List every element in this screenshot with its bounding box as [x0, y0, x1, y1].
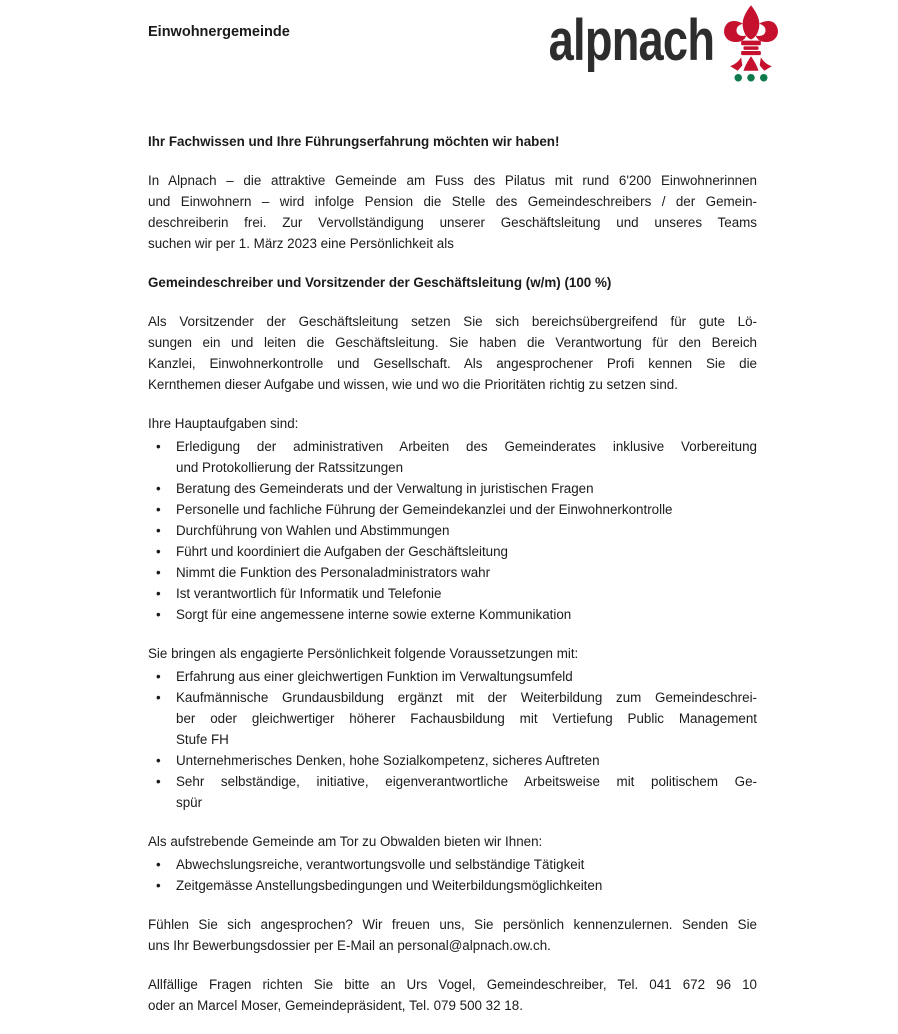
text-line: sungen ein und leiten die Geschäftsleitung. Sie haben die Verantwortung für den Bereich [148, 335, 757, 350]
logo-wordmark: alpnach [548, 8, 714, 73]
task-item [148, 436, 757, 478]
text-line: • Sehr selbständige, initiative, eigenverantwortliche Arbeitsweise mit politischem Ge- [176, 774, 757, 789]
task-item [148, 520, 757, 541]
role-paragraph [148, 311, 757, 395]
text-line: ber oder gleichwertiger höherer Fachausbildung mit Vertiefung Public Management [176, 711, 757, 726]
task-item-text [176, 478, 757, 499]
requirement-item [148, 687, 757, 750]
text-line: und Protokollierung der Ratssitzungen [176, 460, 404, 475]
task-item [148, 478, 757, 499]
text-line: • Erledigung der administrativen Arbeiten des Gemeinderates inklusive Vorbereitung [176, 439, 757, 454]
tasks-list [148, 436, 757, 625]
document-body [148, 131, 757, 1034]
text-line: In Alpnach – die attraktive Gemeinde am Fuss des Pilatus mit rund 6'200 Einwohnerinnen [148, 173, 757, 188]
task-item-text [176, 541, 757, 562]
task-item-text [176, 562, 757, 583]
text-line: Kanzlei, Einwohnerkontrolle und Gesellschaft. Als angesprochener Profi kennen Sie die [148, 356, 757, 371]
offer-item-text [176, 854, 757, 875]
job-title: Gemeindeschreiber und Vorsitzender der Geschäftsleitung (w/m) (100 %) [148, 275, 612, 290]
task-item [148, 583, 757, 604]
text-line: • Abwechslungsreiche, verantwortungsvolle und selbständige Tätigkeit [176, 857, 585, 872]
closing-paragraph [148, 914, 757, 956]
task-item [148, 562, 757, 583]
text-line: suchen wir per 1. März 2023 eine Persönlichkeit als [148, 236, 454, 251]
text-line: • Beratung des Gemeinderats und der Verwaltung in juristischen Fragen [176, 481, 594, 496]
text-line: Kernthemen dieser Aufgabe und wissen, wie und wo die Prioritäten richtig zu setzen sind. [148, 377, 678, 392]
task-item-text [176, 604, 757, 625]
offer-item [148, 875, 757, 896]
org-name: Einwohnergemeinde [148, 24, 290, 40]
offers-section [148, 831, 757, 896]
task-item-text [176, 583, 757, 604]
text-line: uns Ihr Bewerbungsdossier per E-Mail an personal@alpnach.ow.ch. [148, 938, 551, 953]
requirements-intro: Sie bringen als engagierte Persönlichkeit folgende Voraussetzungen mit: [148, 646, 579, 661]
text-line: • Durchführung von Wahlen und Abstimmungen [176, 523, 450, 538]
text-line: • Erfahrung aus einer gleichwertigen Funktion im Verwaltungsumfeld [176, 669, 573, 684]
intro-heading: Ihr Fachwissen und Ihre Führungserfahrung möchten wir haben! [148, 134, 560, 149]
requirement-item-text [176, 750, 757, 771]
text-line: deschreiberin frei. Zur Vervollständigung unserer Geschäftsleitung und unseres Teams [148, 215, 757, 230]
text-line: Allfällige Fragen richten Sie bitte an Urs Vogel, Gemeindeschreiber, Tel. 041 672 96 10 [148, 977, 757, 992]
intro-paragraph [148, 170, 757, 254]
offers-intro: Als aufstrebende Gemeinde am Tor zu Obwalden bieten wir Ihnen: [148, 834, 543, 849]
offers-list [148, 854, 757, 896]
text-line: Fühlen Sie sich angesprochen? Wir freuen uns, Sie persönlich kennenzulernen. Senden Sie [148, 917, 757, 932]
text-line: • Sorgt für eine angemessene interne sowie externe Kommunikation [176, 607, 572, 622]
offer-item [148, 854, 757, 875]
text-line: spür [176, 795, 203, 810]
requirement-item [148, 750, 757, 771]
text-line: • Ist verantwortlich für Informatik und Telefonie [176, 586, 442, 601]
text-line: und Einwohnern – wird infolge Pension die Stelle des Gemeindeschreibers / der Gemein- [148, 194, 757, 209]
fleur-de-lis-icon [722, 5, 780, 82]
requirement-item [148, 666, 757, 687]
contact-paragraph [148, 974, 757, 1016]
requirement-item-text [176, 771, 757, 813]
task-item-text [176, 499, 757, 520]
text-line: • Personelle und fachliche Führung der Gemeindekanzlei und der Einwohnerkontrolle [176, 502, 673, 517]
requirement-item-text [176, 687, 757, 750]
task-item-text [176, 520, 757, 541]
task-item-text [176, 436, 757, 478]
requirement-item-text [176, 666, 757, 687]
text-line: Als Vorsitzender der Geschäftsleitung setzen Sie sich bereichsübergreifend für gute Lö- [148, 314, 757, 329]
text-line: • Nimmt die Funktion des Personaladministrators wahr [176, 565, 491, 580]
text-line: • Kaufmännische Grundausbildung ergänzt mit der Weiterbildung zum Gemeindeschrei- [176, 690, 757, 705]
logo-dots-icon [734, 74, 767, 82]
text-line: • Unternehmerisches Denken, hohe Sozialkompetenz, sicheres Auftreten [176, 753, 600, 768]
text-line: • Führt und koordiniert die Aufgaben der Geschäftsleitung [176, 544, 508, 559]
requirements-section [148, 643, 757, 813]
text-line: • Zeitgemässe Anstellungsbedingungen und Weiterbildungsmöglichkeiten [176, 878, 603, 893]
tasks-intro: Ihre Hauptaufgaben sind: [148, 416, 299, 431]
text-line: Stufe FH [176, 732, 229, 747]
tasks-section [148, 413, 757, 625]
requirements-list [148, 666, 757, 813]
requirement-item [148, 771, 757, 813]
task-item [148, 499, 757, 520]
offer-item-text [176, 875, 757, 896]
task-item [148, 541, 757, 562]
task-item [148, 604, 757, 625]
text-line: oder an Marcel Moser, Gemeindepräsident, Tel. 079 500 32 18. [148, 998, 523, 1013]
